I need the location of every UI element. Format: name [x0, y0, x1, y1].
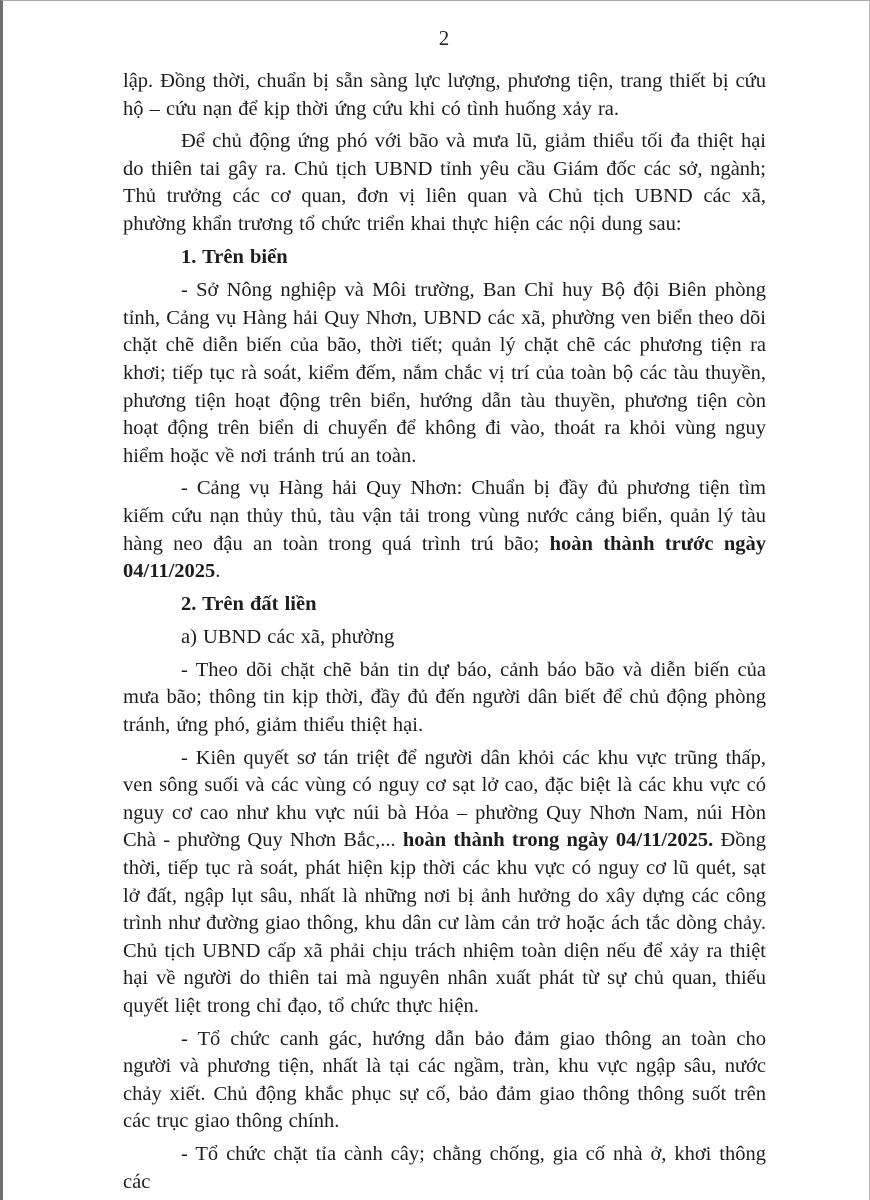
- text-run: - Sở Nông nghiệp và Môi trường, Ban Chỉ huy Bộ đội Biên phòng tỉnh, Cảng vụ Hàng hải Quy Nhơn, UBND các xã, phường ven biển theo dõi chặt chẽ diễn biến của bão, thời tiết; quản lý chặt chẽ các phương tiện ra khơi; tiếp tục rà soát, kiểm đếm, nắm chắc vị trí của toàn bộ các tàu thuyền, phương tiện hoạt động trên biển, hướng dẫn tàu thuyền, phương tiện còn hoạt động trên biển di chuyển để không đi vào, thoát ra khỏi vùng nguy hiểm hoặc về nơi tránh trú an toàn.: [123, 279, 766, 467]
- paragraph: [123, 475, 766, 585]
- bold-text-run: 1. Trên biển: [181, 245, 288, 268]
- paragraph: [123, 624, 766, 652]
- bold-text-run: hoàn thành trong ngày 04/11/2025.: [402, 829, 714, 852]
- bold-text-run: hoàn thành trước ngày 04/11/2025: [123, 532, 766, 583]
- paragraph: [123, 1141, 766, 1196]
- paragraph: [123, 128, 766, 238]
- text-run: Đồng thời, tiếp tục rà soát, phát hiện kịp thời các khu vực có nguy cơ lũ quét, sạt lở đất, ngập lụt sâu, nhất là những nơi bị ảnh hưởng do xây dựng các công trình như đường giao thông, khu dân cư làm cản trở hoặc ách tắc dòng chảy. Chủ tịch UBND cấp xã phải chịu trách nhiệm toàn diện nếu để xảy ra thiệt hại về người do thiên tai mà nguyên nhân xuất phát từ sự chủ quan, thiếu quyết liệt trong chỉ đạo, tổ chức thực hiện.: [123, 829, 766, 1017]
- paragraph: [123, 1026, 766, 1136]
- text-run: - Tổ chức chặt tỉa cành cây; chằng chống, gia cố nhà ở, khơi thông các: [123, 1142, 766, 1193]
- text-run: - Theo dõi chặt chẽ bản tin dự báo, cảnh báo bão và diễn biến của mưa bão; thông tin kịp thời, đầy đủ đến người dân biết để chủ động phòng tránh, ứng phó, giảm thiểu thiệt hại.: [123, 658, 766, 737]
- paragraph: [123, 68, 766, 123]
- section-heading: [123, 591, 766, 619]
- text-run: - Cảng vụ Hàng hải Quy Nhơn: Chuẩn bị đầy đủ phương tiện tìm kiếm cứu nạn thủy thủ, tàu vận tải trong vùng nước cảng biển, quản lý tàu hàng neo đậu an toàn trong quá trình trú bão;: [123, 477, 766, 555]
- paragraph: [123, 277, 766, 470]
- text-run: - Tổ chức canh gác, hướng dẫn bảo đảm giao thông an toàn cho người và phương tiện, nhất là tại các ngầm, tràn, khu vực ngập sâu, nước chảy xiết. Chủ động khắc phục sự cố, bảo đảm giao thông thông suốt trên các trục giao thông chính.: [123, 1027, 766, 1133]
- section-heading: [123, 244, 766, 272]
- page-number: 2: [438, 26, 450, 50]
- document-body: [123, 68, 766, 1200]
- text-run: a) UBND các xã, phường: [181, 626, 395, 649]
- text-run: Để chủ động ứng phó với bão và mưa lũ, giảm thiểu tối đa thiệt hại do thiên tai gây ra. Chủ tịch UBND tỉnh yêu cầu Giám đốc các sở, ngành; Thủ trưởng các cơ quan, đơn vị liên quan và Chủ tịch UBND các xã, phường khẩn trương tổ chức triển khai thực hiện các nội dung sau:: [123, 130, 766, 235]
- text-run: lập. Đồng thời, chuẩn bị sẵn sàng lực lượng, phương tiện, trang thiết bị cứu hộ – cứu nạn để kịp thời ứng cứu khi có tình huống xảy ra.: [123, 70, 766, 120]
- text-run: .: [215, 560, 221, 583]
- paragraph: [123, 657, 766, 740]
- text-run: - Kiên quyết sơ tán triệt để người dân khỏi các khu vực trũng thấp, ven sông suối và các vùng có nguy cơ sạt lở cao, đặc biệt là các khu vực có nguy cơ cao như khu vực núi bà Hỏa – phường Quy Nhơn Nam, núi Hòn Chà - phường Quy Nhơn Bắc,...: [123, 746, 766, 852]
- bold-text-run: 2. Trên đất liền: [181, 592, 317, 615]
- paragraph: [123, 745, 766, 1021]
